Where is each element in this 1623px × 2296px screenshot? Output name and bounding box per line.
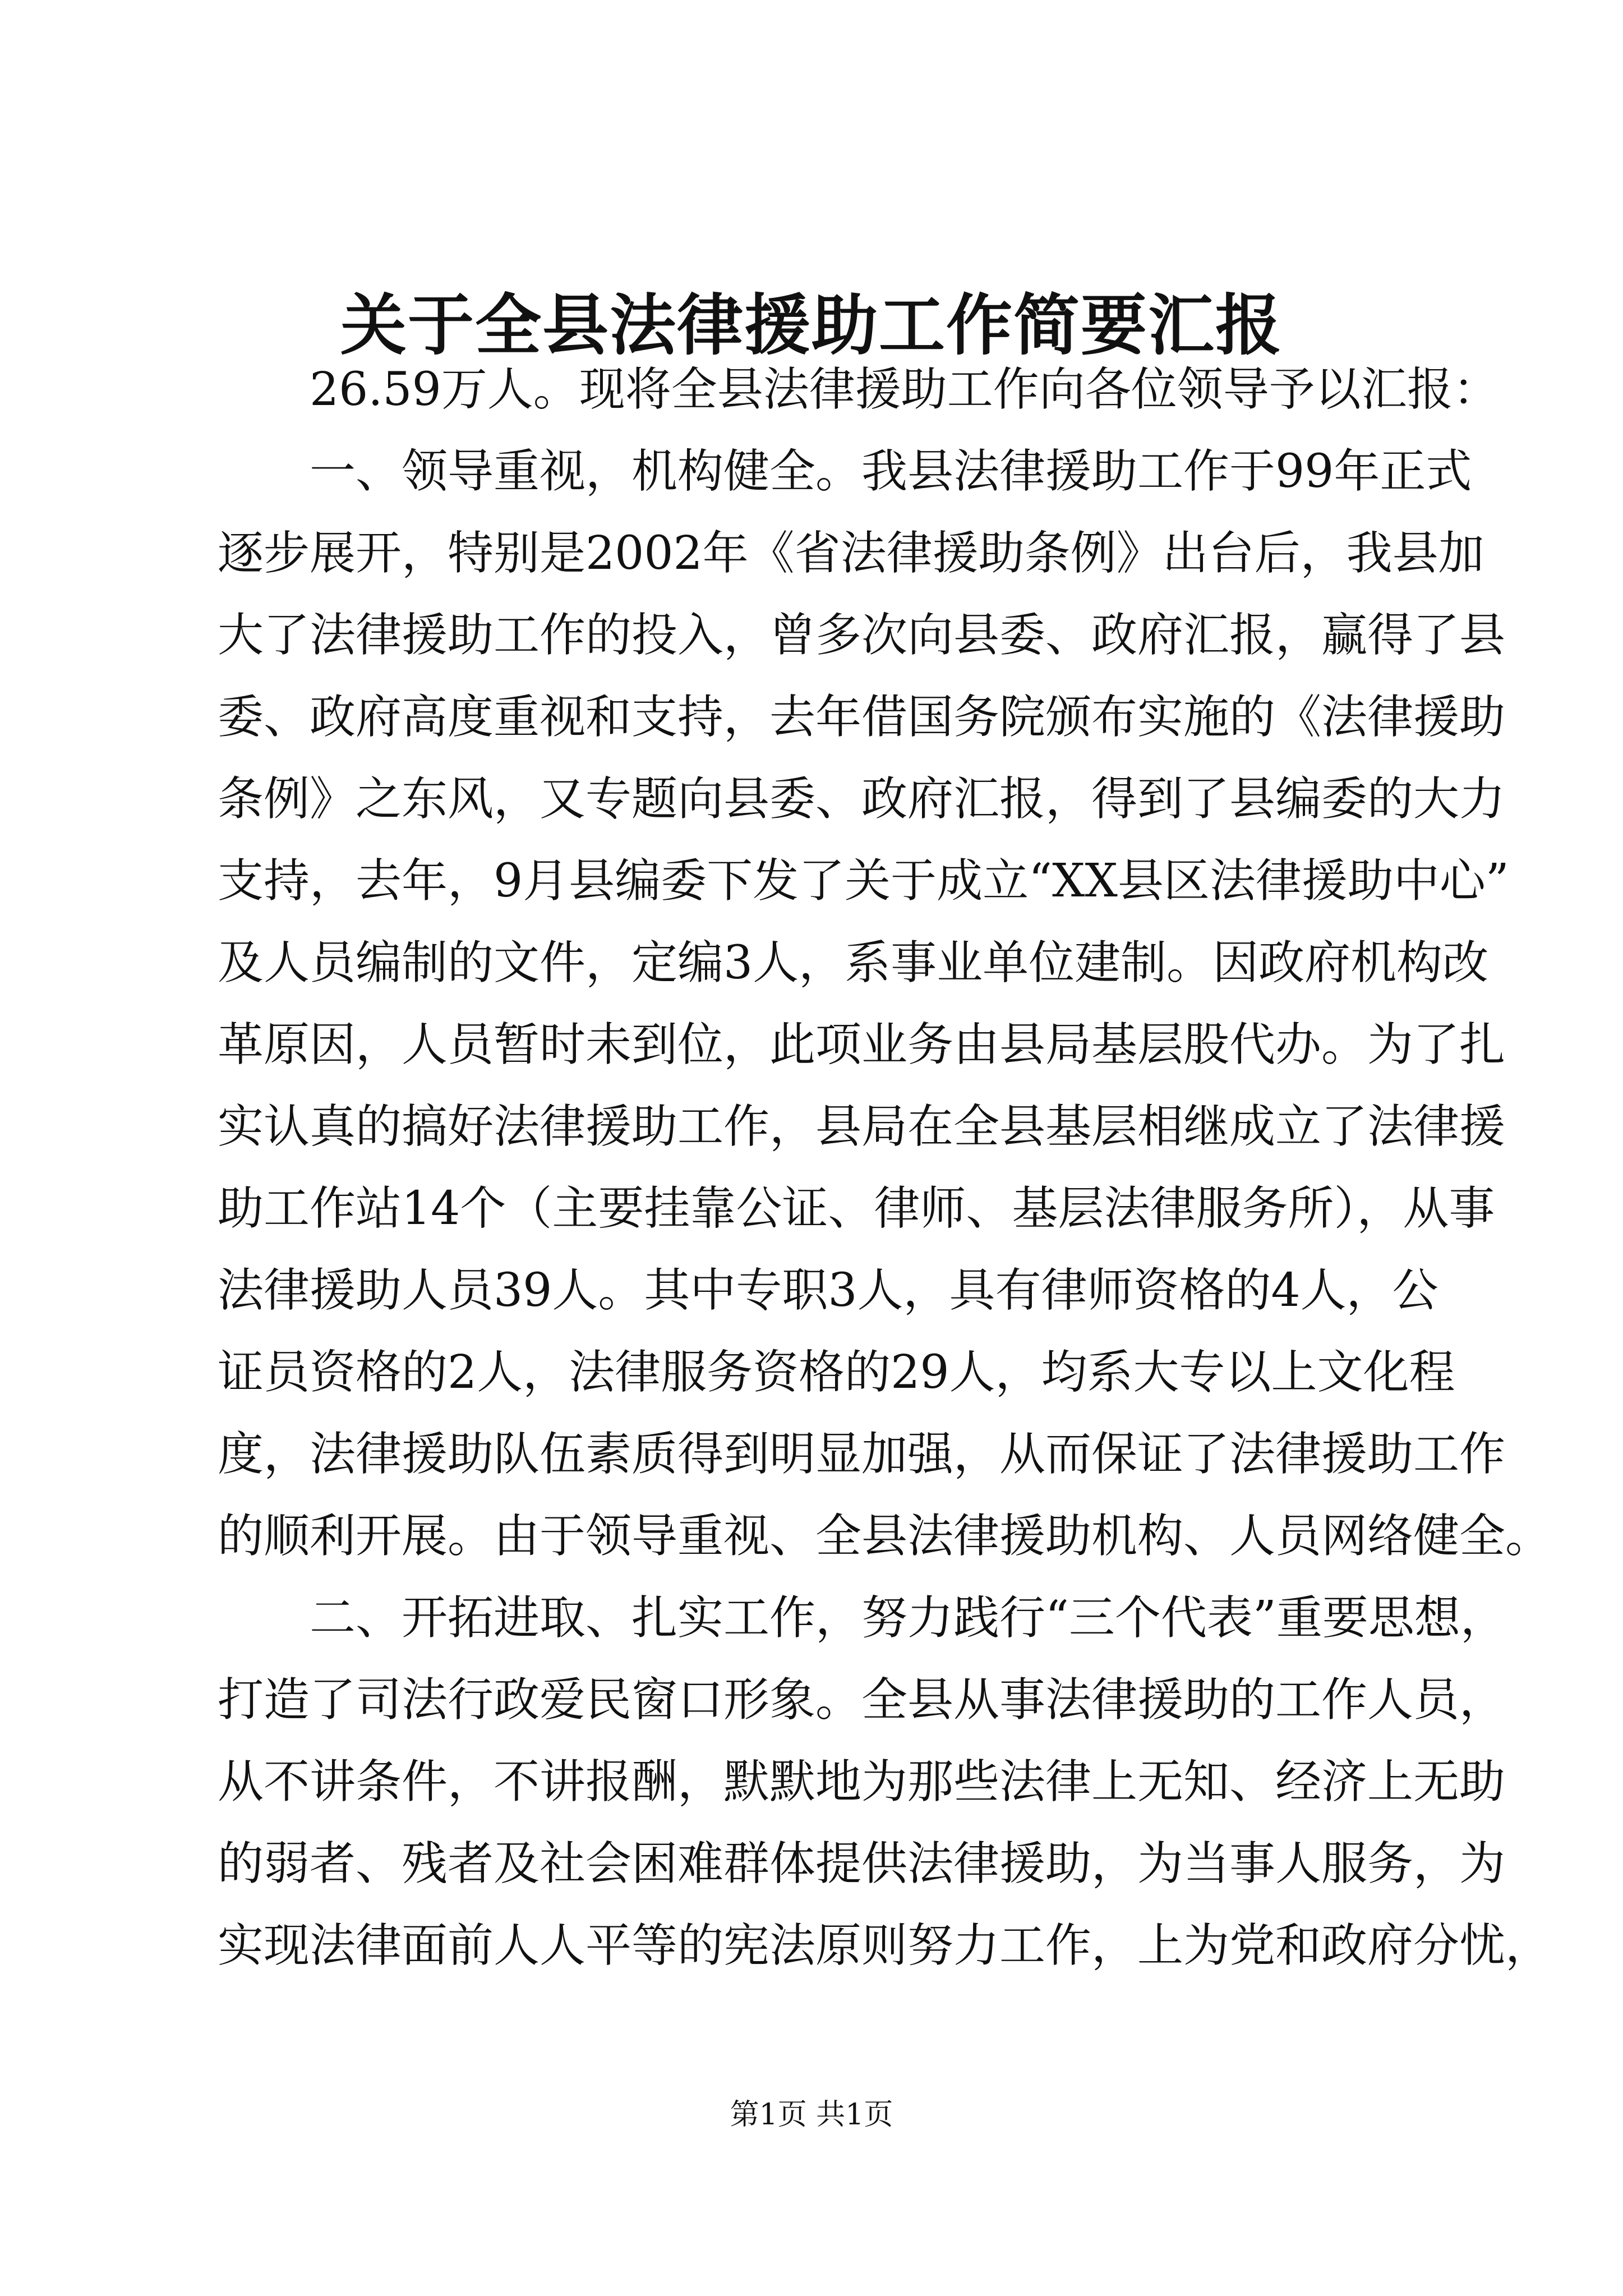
paragraph-line: 打造了司法行政爱民窗口形象。全县从事法律援助的工作人员， [218, 1673, 1506, 1727]
paragraph-line: 证员资格的2人，法律服务资格的29人，均系大专以上文化程 [218, 1346, 1455, 1399]
paragraph-line: 法律援助人员39人。其中专职3人，具有律师资格的4人，公 [218, 1264, 1438, 1317]
paragraph-line: 逐步展开，特别是2002年《省法律援助条例》出台后，我县加 [218, 527, 1484, 580]
page-footer: 第1页 共1页 [730, 2098, 893, 2132]
paragraph-line: 委、政府高度重视和支持，去年借国务院颁布实施的《法律援助 [218, 691, 1506, 744]
paragraph-line: 二、开拓进取、扎实工作，努力践行“三个代表”重要思想， [310, 1591, 1506, 1645]
paragraph-line: 的弱者、残者及社会困难群体提供法律援助，为当事人服务，为 [218, 1837, 1506, 1890]
paragraph-line: 助工作站14个（主要挂靠公证、律师、基层法律服务所），从事 [218, 1182, 1495, 1235]
paragraph-line: 的顺利开展。由于领导重视、全县法律援助机构、人员网络健全。 [218, 1510, 1552, 1563]
paragraph-line: 大了法律援助工作的投入，曾多次向县委、政府汇报，赢得了县 [218, 609, 1506, 662]
document-body [218, 349, 1552, 1987]
paragraph-line: 一、领导重视，机构健全。我县法律援助工作于99年正式 [310, 445, 1472, 498]
paragraph-line: 实认真的搞好法律援助工作，县局在全县基层相继成立了法律援 [218, 1100, 1506, 1153]
document-title: 关于全县法律援助工作简要汇报 [340, 286, 1283, 364]
paragraph-line: 26.59万人。现将全县法律援助工作向各位领导予以汇报： [310, 363, 1499, 416]
paragraph-line: 条例》之东风，又专题向县委、政府汇报，得到了县编委的大力 [218, 772, 1506, 826]
paragraph-line: 度，法律援助队伍素质得到明显加强，从而保证了法律援助工作 [218, 1428, 1506, 1481]
paragraph-line: 支持，去年，9月县编委下发了关于成立“XX县区法律援助中心” [218, 854, 1509, 908]
paragraph-line: 从不讲条件，不讲报酬，默默地为那些法律上无知、经济上无助 [218, 1755, 1506, 1809]
paragraph-line: 实现法律面前人人平等的宪法原则努力工作，上为党和政府分忧， [218, 1919, 1552, 1972]
paragraph-line: 及人员编制的文件，定编3人，系事业单位建制。因政府机构改 [218, 936, 1489, 990]
paragraph-line: 革原因，人员暂时未到位，此项业务由县局基层股代办。为了扎 [218, 1018, 1506, 1071]
